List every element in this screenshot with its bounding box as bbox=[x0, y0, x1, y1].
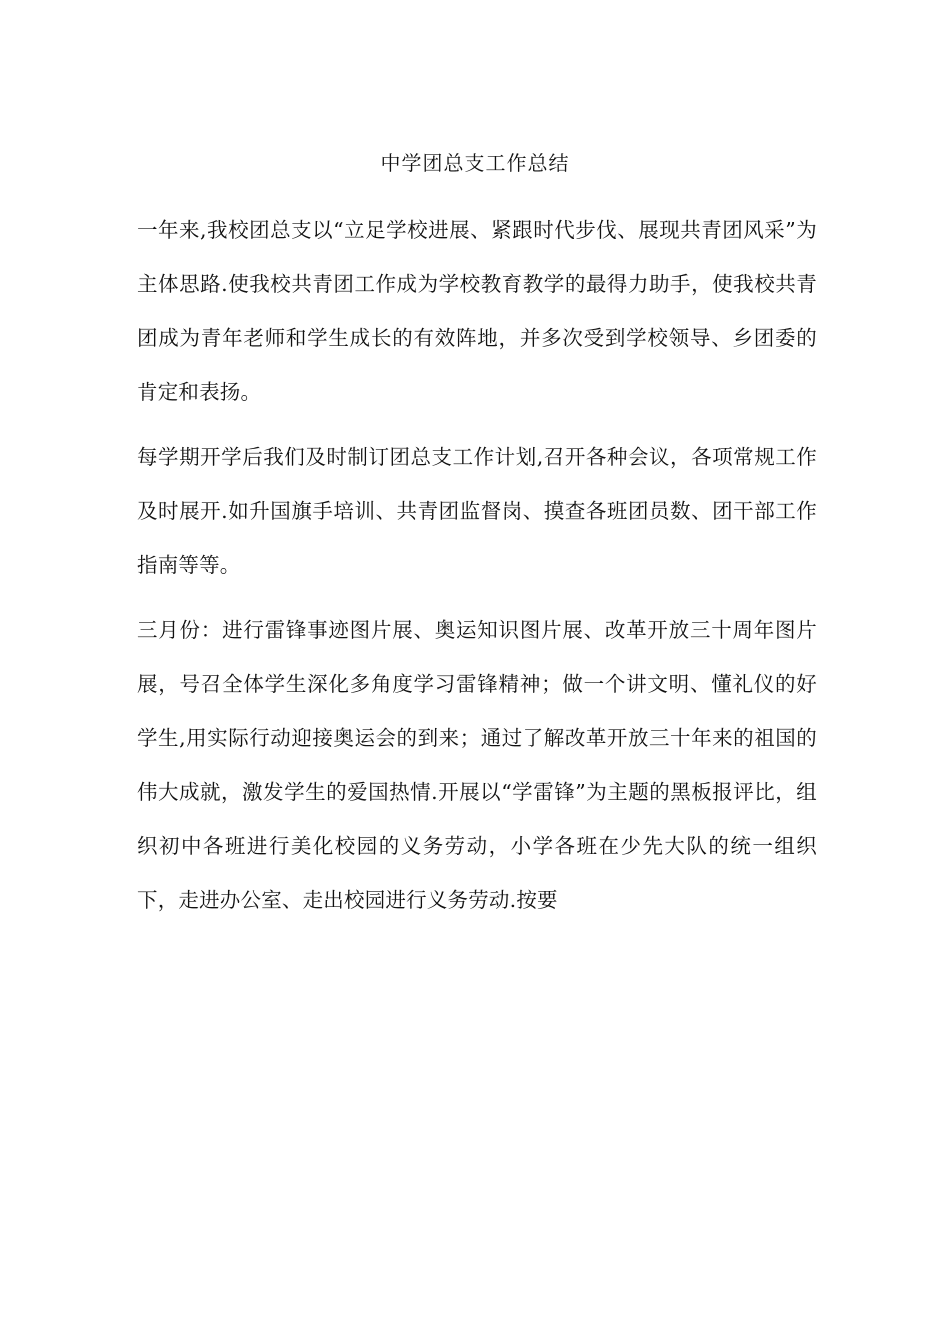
document-body bbox=[137, 203, 817, 938]
paragraph-march-activities: 三月份：进行雷锋事迹图片展、奥运知识图片展、改革开放三十周年图片展，号召全体学生深化多角度学习雷锋精神；做一个讲文明、懂礼仪的好学生,用实际行动迎接奥运会的到来；通过了解改革开放三十年来的祖国的伟大成就，激发学生的爱国热情.开展以“学雷锋”为主题的黑板报评比，组织初中各班进行美化校园的义务劳动，小学各班在少先大队的统一组织下，走进办公室、走出校园进行义务劳动.按要 bbox=[137, 618, 817, 912]
paragraph-semester-plan: 每学期开学后我们及时制订团总支工作计划,召开各种会议，各项常规工作及时展开.如升国旗手培训、共青团监督岗、摸查各班团员数、团干部工作指南等等。 bbox=[137, 445, 817, 577]
document-title: 中学团总支工作总结 bbox=[380, 151, 570, 175]
paragraph-intro: 一年来,我校团总支以“立足学校进展、紧跟时代步伐、展现共青团风采”为主体思路.使我校共青团工作成为学校教育教学的最得力助手，使我校共青团成为青年老师和学生成长的有效阵地，并多次受到学校领导、乡团委的肯定和表扬。 bbox=[137, 218, 817, 404]
